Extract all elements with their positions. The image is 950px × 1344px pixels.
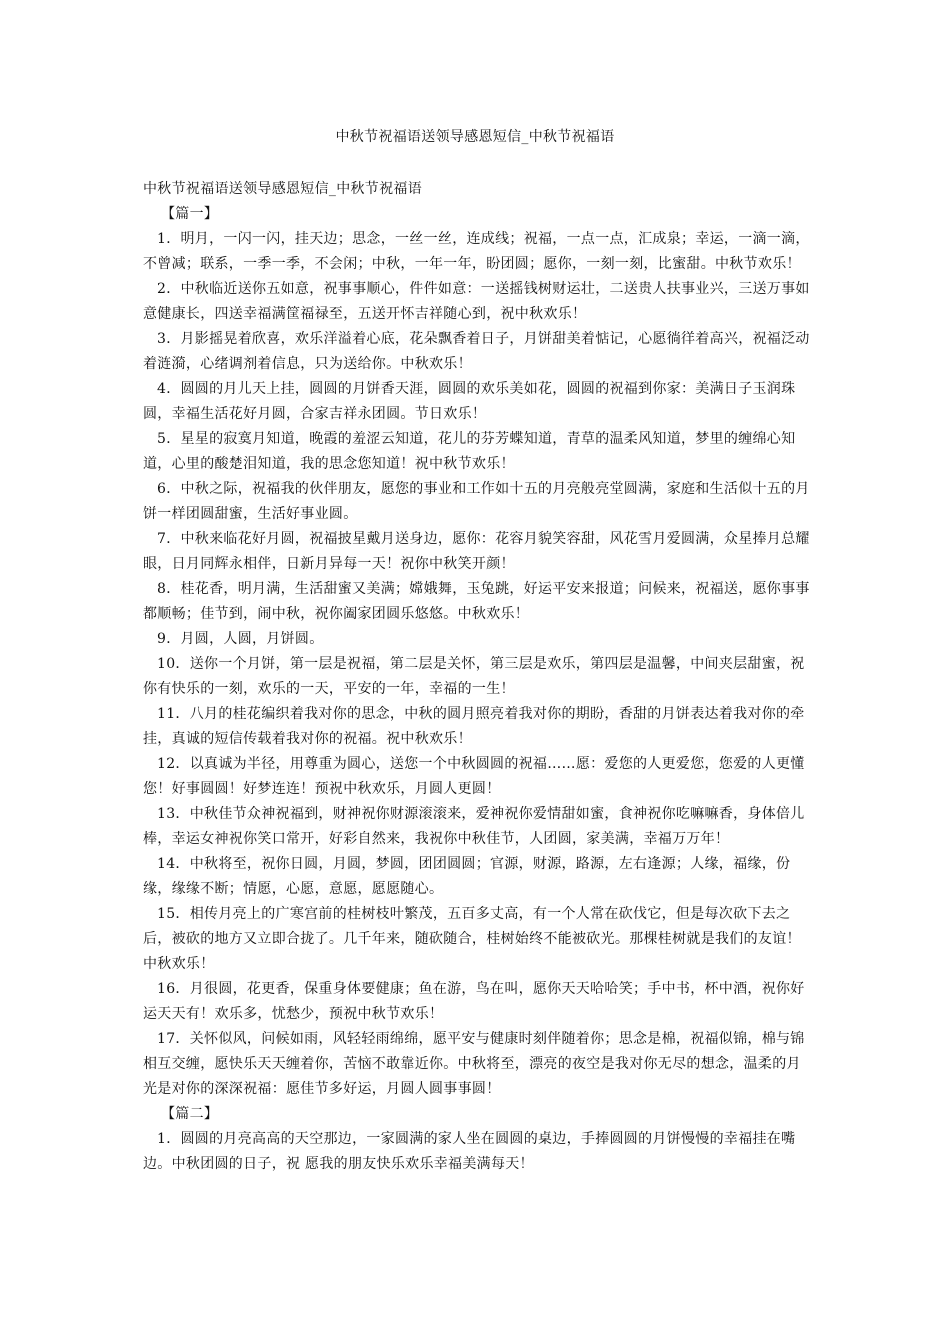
paragraph: 10．送你一个月饼，第一层是祝福，第二层是关怀，第三层是欢乐，第四层是温馨，中间夹层甜蜜，祝你有快乐的一刻，欢乐的一天，平安的一年，幸福的一生！ [143,656,805,697]
paragraph: 6．中秋之际，祝福我的伙伴朋友，愿您的事业和工作如十五的月亮般亮堂圆满，家庭和生活似十五的月饼一样团圆甜蜜，生活好事业圆。 [143,481,810,522]
document-body [143,177,811,1177]
section-label: 【篇一】 [161,206,219,222]
paragraph: 15．相传月亮上的广寒宫前的桂树枝叶繁茂，五百多丈高，有一个人常在砍伐它，但是每次砍下去之后，被砍的地方又立即合拢了。几千年来，随砍随合，桂树始终不能被砍光。那棵桂树就是我们的友谊！中秋欢乐！ [143,906,801,972]
paragraph: 9．月圆，人圆，月饼圆。 [157,631,324,647]
section-label: 【篇二】 [161,1106,219,1122]
paragraph: 14．中秋将至，祝你日圆，月圆，梦圆，团团圆圆；官源，财源，路源，左右逢源；人缘，福缘，份缘，缘缘不断；情愿，心愿，意愿，愿愿随心。 [143,856,791,897]
paragraph: 11．八月的桂花编织着我对你的思念，中秋的圆月照亮着我对你的期盼，香甜的月饼表达着我对你的牵挂，真诚的短信传载着我对你的祝福。祝中秋欢乐！ [143,706,805,747]
paragraph: 8．桂花香，明月满，生活甜蜜又美满；嫦娥舞，玉兔跳，好运平安来报道；问候来，祝福送，愿你事事都顺畅；佳节到，闹中秋，祝你阖家团圆乐悠悠。中秋欢乐！ [143,581,810,622]
document-title: 中秋节祝福语送领导感恩短信_中秋节祝福语 [335,129,615,145]
paragraph: 1．明月，一闪一闪，挂天边；思念，一丝一丝，连成线；祝福，一点一点，汇成泉；幸运，一滴一滴，不曾减；联系，一季一季，不会闲；中秋，一年一年，盼团圆；愿你，一刻一刻，比蜜甜。中秋节欢乐！ [143,231,810,272]
paragraph: 16．月很圆，花更香，保重身体要健康；鱼在游，鸟在叫，愿你天天哈哈笑；手中书，杯中酒，祝你好运天天有！欢乐多，忧愁少，预祝中秋节欢乐！ [143,981,805,1022]
paragraph: 1．圆圆的月亮高高的天空那边，一家圆满的家人坐在圆圆的桌边，手捧圆圆的月饼慢慢的幸福挂在嘴边。中秋团圆的日子，祝 愿我的朋友快乐欢乐幸福美满每天！ [143,1131,796,1172]
paragraph: 12．以真诚为半径，用尊重为圆心，送您一个中秋圆圆的祝福……愿：爱您的人更爱您，您爱的人更懂您！好事圆圆！好梦连连！预祝中秋欢乐，月圆人更圆！ [143,756,805,797]
paragraph: 7．中秋来临花好月圆，祝福披星戴月送身边，愿你：花容月貌笑容甜，风花雪月爱圆满，众星捧月总耀眼，日月同辉永相伴，日新月异每一天！祝你中秋笑开颜！ [143,531,810,572]
paragraph: 5．星星的寂寞月知道，晚霞的羞涩云知道，花儿的芬芳蝶知道，青草的温柔风知道，梦里的缠绵心知道，心里的酸楚泪知道，我的思念您知道！祝中秋节欢乐！ [143,431,796,472]
paragraph: 13．中秋佳节众神祝福到，财神祝你财源滚滚来，爱神祝你爱情甜如蜜，食神祝你吃嘛嘛香，身体倍儿棒，幸运女神祝你笑口常开，好彩自然来，我祝你中秋佳节，人团圆，家美满，幸福万万年！ [143,806,805,847]
paragraph: 3．月影摇晃着欣喜，欢乐洋溢着心底，花朵飘香着日子，月饼甜美着惦记，心愿徜徉着高兴，祝福泛动着涟漪，心绪调剂着信息，只为送给你。中秋欢乐！ [143,331,810,372]
paragraph: 4．圆圆的月儿天上挂，圆圆的月饼香天涯，圆圆的欢乐美如花，圆圆的祝福到你家：美满日子玉润珠圆，幸福生活花好月圆，合家吉祥永团圆。节日欢乐！ [143,381,796,422]
paragraph: 17．关怀似风，问候如雨，风轻轻雨绵绵，愿平安与健康时刻伴随着你；思念是棉，祝福似锦，棉与锦相互交缠，愿快乐天天缠着你，苦恼不敢靠近你。中秋将至，漂亮的夜空是我对你无尽的想念，温柔的月光是对你的深深祝福：愿佳节多好运，月圆人圆事事圆！ [143,1031,805,1097]
document-subtitle: 中秋节祝福语送领导感恩短信_中秋节祝福语 [143,181,422,197]
paragraph: 2．中秋临近送你五如意，祝事事顺心，件件如意：一送摇钱树财运壮，二送贵人扶事业兴，三送万事如意健康长，四送幸福满筐福禄至，五送开怀吉祥随心到，祝中秋欢乐！ [143,281,810,322]
